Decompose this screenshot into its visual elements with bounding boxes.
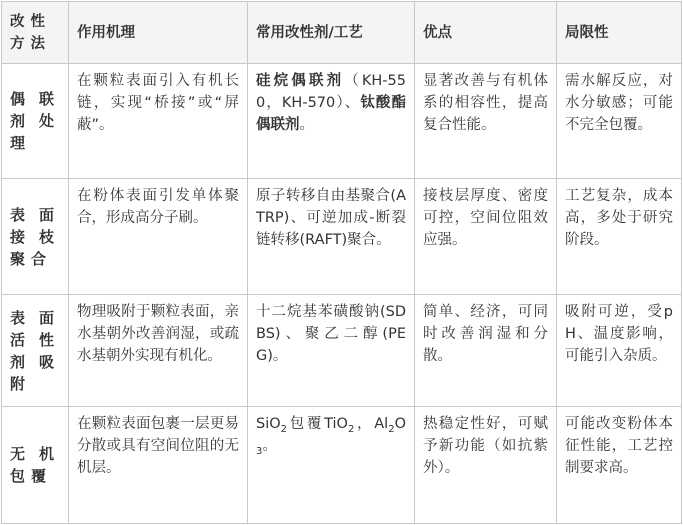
cons-cell: 吸附可逆，受pH、温度影响，可能引入杂质。 (557, 295, 682, 407)
cons-cell: 工艺复杂，成本高，多处于研究阶段。 (557, 179, 682, 295)
agent-cell (248, 407, 415, 524)
agent-text-part: 3 (256, 445, 263, 457)
agent-cell (248, 295, 415, 407)
table-row (2, 64, 682, 179)
agent-cell (248, 179, 415, 295)
header-cons: 局限性 (557, 2, 682, 64)
cons-cell: 需水解反应，对水分敏感；可能不完全包覆。 (557, 64, 682, 179)
agent-text-part: 。 (299, 117, 314, 133)
table-header-row (2, 2, 682, 64)
method-cell: 表面活性剂吸附 (2, 295, 69, 407)
header-pros: 优点 (415, 2, 557, 64)
method-cell: 偶联剂处理 (2, 64, 69, 179)
mechanism-cell: 在颗粒表面引入有机长链，实现“桥接”或“屏蔽”。 (69, 64, 248, 179)
agent-text-part: 硅烷偶联剂 (256, 73, 345, 89)
agent-text-part: SiO (256, 416, 281, 432)
agent-text-part: （KH-550，KH-570）、 (256, 73, 406, 111)
agent-text-part: O (394, 416, 406, 432)
agent-text-part: 2 (347, 423, 355, 435)
pros-cell: 显著改善与有机体系的相容性，提高复合性能。 (415, 64, 557, 179)
pros-cell: 热稳定性好，可赋予新功能（如抗紫外）。 (415, 407, 557, 524)
method-cell: 无机包覆 (2, 407, 69, 524)
mechanism-cell: 物理吸附于颗粒表面，亲水基朝外改善润湿，或疏水基朝外实现有机化。 (69, 295, 248, 407)
agent-text-part: 十二烷基苯磺酸钠(SDBS)、聚乙二醇(PEG)。 (256, 304, 406, 364)
table-row (2, 407, 682, 524)
header-method: 改性方法 (2, 2, 69, 64)
table-row (2, 179, 682, 295)
header-mechanism: 作用机理 (69, 2, 248, 64)
agent-text-part: 钛酸酯偶联剂 (256, 95, 407, 133)
agent-text-part: ，Al (354, 416, 389, 432)
mechanism-cell: 在粉体表面引发单体聚合，形成高分子刷。 (69, 179, 248, 295)
method-cell: 表面接枝聚合 (2, 179, 69, 295)
agent-cell (248, 64, 415, 179)
agent-text-part: 原子转移自由基聚合(ATRP)、可逆加成-断裂链转移(RAFT)聚合。 (256, 188, 406, 248)
agent-text-part: 包覆TiO (287, 416, 348, 432)
table-row (2, 295, 682, 407)
pros-cell: 简单、经济，可同时改善润湿和分散。 (415, 295, 557, 407)
mechanism-cell: 在颗粒表面包裹一层更易分散或具有空间位阻的无机层。 (69, 407, 248, 524)
agent-text-part: 。 (262, 438, 277, 454)
pros-cell: 接枝层厚度、密度可控，空间位阻效应强。 (415, 179, 557, 295)
agent-text-part: 2 (388, 423, 395, 435)
header-agent: 常用改性剂/工艺 (248, 2, 415, 64)
modification-methods-table (1, 1, 682, 524)
agent-text-part: 2 (280, 423, 288, 435)
cons-cell: 可能改变粉体本征性能，工艺控制要求高。 (557, 407, 682, 524)
